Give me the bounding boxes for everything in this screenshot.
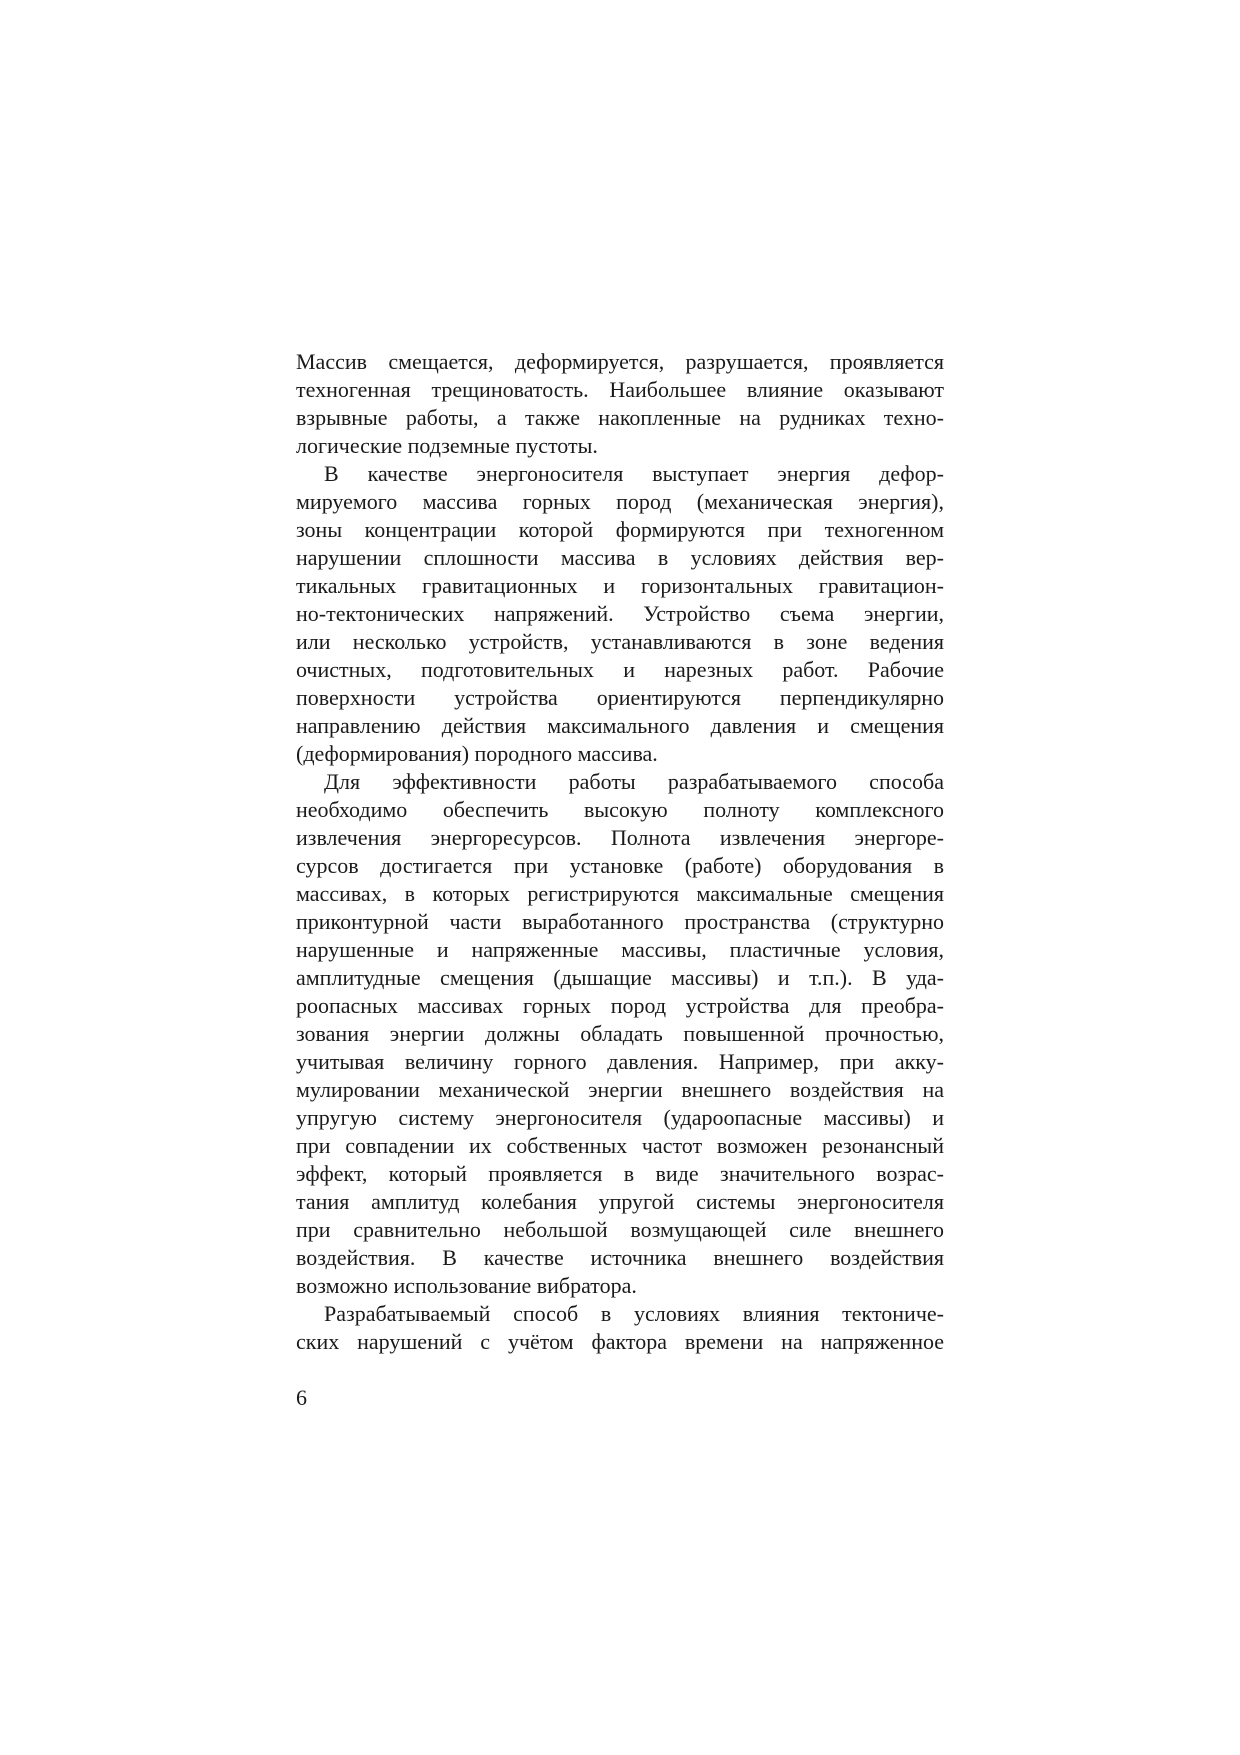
text-line: взрывные работы, а также накопленные на рудниках техно-	[296, 405, 944, 430]
paragraph-3	[296, 768, 944, 1300]
text-line: приконтурной части выработанного пространства (структурно	[296, 909, 944, 934]
text-line: или несколько устройств, устанавливаются в зоне ведения	[296, 629, 944, 654]
text-line: при сравнительно небольшой возмущающей силе внешнего	[296, 1217, 944, 1242]
text-line: мулировании механической энергии внешнего воздействия на	[296, 1077, 944, 1102]
text-line: учитывая величину горного давления. Например, при акку-	[296, 1049, 944, 1074]
text-line: В качестве энергоносителя выступает энергия дефор-	[324, 461, 944, 486]
page-number: 6	[296, 1385, 307, 1410]
text-line: нарушенные и напряженные массивы, пластичные условия,	[296, 937, 944, 962]
text-line: Разрабатываемый способ в условиях влияния тектониче-	[324, 1301, 944, 1326]
text-line: очистных, подготовительных и нарезных работ. Рабочие	[296, 657, 944, 682]
text-line: необходимо обеспечить высокую полноту комплексного	[296, 797, 944, 822]
paragraph-2	[296, 460, 944, 768]
text-line: сурсов достигается при установке (работе) оборудования в	[296, 853, 944, 878]
text-line: тикальных гравитационных и горизонтальных гравитацион-	[296, 573, 944, 598]
text-line: логические подземные пустоты.	[296, 433, 598, 458]
text-line: амплитудные смещения (дышащие массивы) и т.п.). В уда-	[296, 965, 944, 990]
paragraph-1	[296, 348, 944, 460]
text-line: зования энергии должны обладать повышенной прочностью,	[296, 1021, 944, 1046]
text-line: воздействия. В качестве источника внешнего воздействия	[296, 1245, 944, 1270]
text-line: массивах, в которых регистрируются максимальные смещения	[296, 881, 944, 906]
text-line: (деформирования) породного массива.	[296, 741, 658, 766]
text-line: мируемого массива горных пород (механическая энергия),	[296, 489, 944, 514]
text-line: поверхности устройства ориентируются перпендикулярно	[296, 685, 944, 710]
text-line: Массив смещается, деформируется, разрушается, проявляется	[296, 349, 944, 374]
body-text	[296, 348, 944, 1356]
text-line: извлечения энергоресурсов. Полнота извлечения энергоре-	[296, 825, 944, 850]
text-line: роопасных массивах горных пород устройства для преобра-	[296, 993, 944, 1018]
text-line: направлению действия максимального давления и смещения	[296, 713, 944, 738]
text-line: тания амплитуд колебания упругой системы энергоносителя	[296, 1189, 944, 1214]
text-line: но-тектонических напряжений. Устройство съема энергии,	[296, 601, 944, 626]
text-line: возможно использование вибратора.	[296, 1273, 637, 1298]
text-line: ских нарушений с учётом фактора времени на напряженное	[296, 1329, 944, 1354]
paragraph-4	[296, 1300, 944, 1356]
text-line: техногенная трещиноватость. Наибольшее влияние оказывают	[296, 377, 944, 402]
text-line: Для эффективности работы разрабатываемого способа	[324, 769, 944, 794]
text-line: зоны концентрации которой формируются при техногенном	[296, 517, 944, 542]
text-line: эффект, который проявляется в виде значительного возрас-	[296, 1161, 944, 1186]
text-line: при совпадении их собственных частот возможен резонансный	[296, 1133, 944, 1158]
text-line: нарушении сплошности массива в условиях действия вер-	[296, 545, 944, 570]
text-line: упругую систему энергоносителя (удароопасные массивы) и	[296, 1105, 944, 1130]
